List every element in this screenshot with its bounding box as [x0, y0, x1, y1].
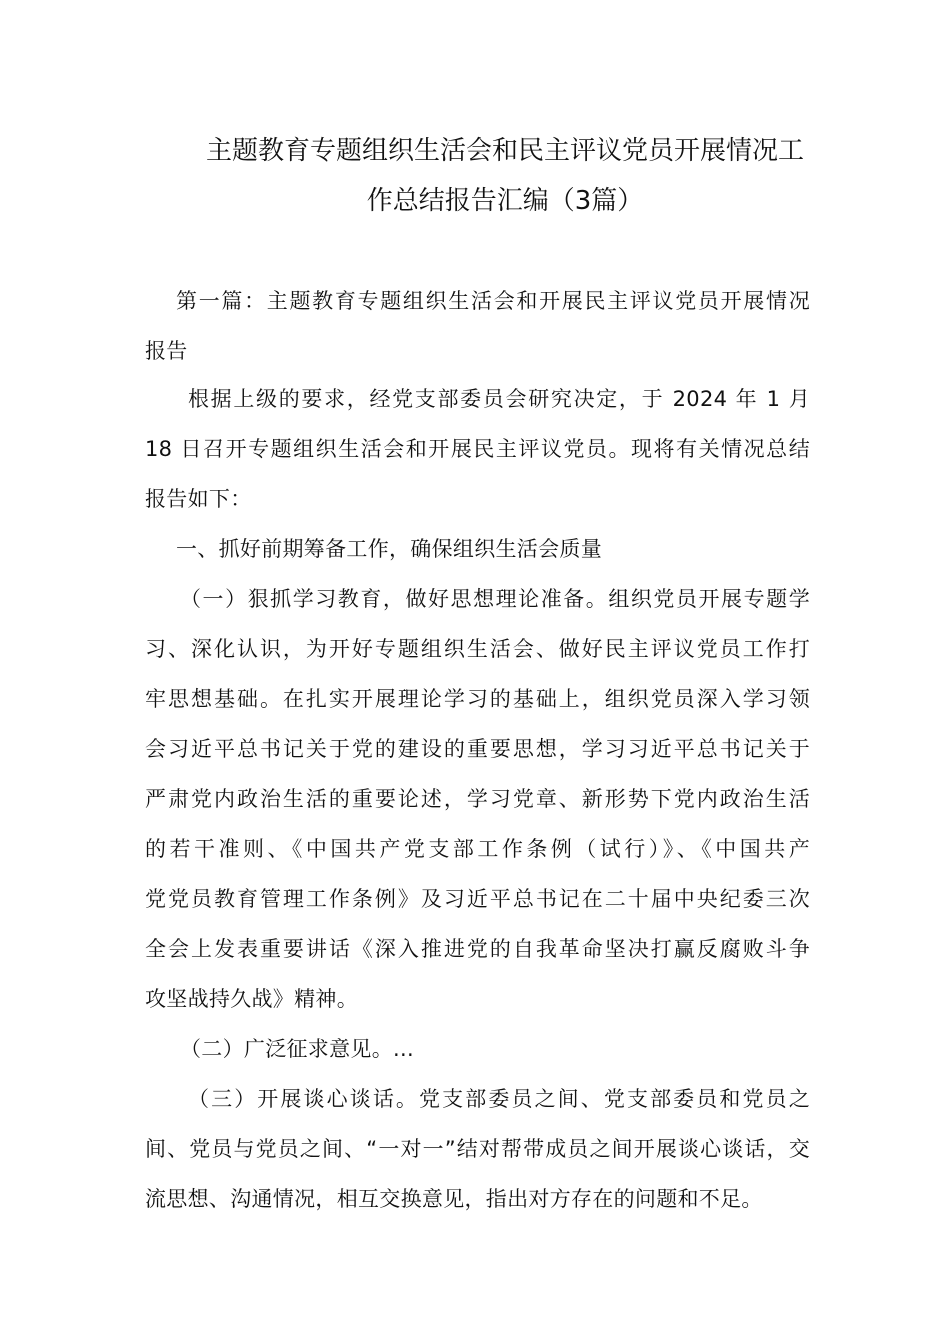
item-one-paragraph-line: 习、深化认识，为开好专题组织生活会、做好民主评议党员工作打 — [145, 637, 810, 661]
intro-paragraph-line: 根据上级的要求，经党支部委员会研究决定，于 2024 年 1 月 — [188, 387, 810, 411]
item-one-paragraph-line: 牢思想基础。在扎实开展理论学习的基础上，组织党员深入学习领 — [145, 687, 810, 711]
item-one-paragraph-line: 会习近平总书记关于党的建设的重要思想，学习习近平总书记关于 — [145, 737, 810, 761]
item-one-paragraph-line: 党党员教育管理工作条例》及习近平总书记在二十届中央纪委三次 — [145, 887, 810, 911]
item-one-paragraph-line: 攻坚战持久战》精神。 — [145, 987, 358, 1011]
item-three-paragraph-line: 流思想、沟通情况，相互交换意见，指出对方存在的问题和不足。 — [145, 1187, 763, 1211]
section-heading-line-1: 第一篇：主题教育专题组织生活会和开展民主评议党员开展情况 — [176, 289, 810, 313]
item-one-paragraph-line: 严肃党内政治生活的重要论述，学习党章、新形势下党内政治生活 — [145, 787, 810, 811]
document-title-line-2: 作总结报告汇编（3篇） — [366, 186, 644, 216]
item-one-paragraph-line: 全会上发表重要讲话《深入推进党的自我革命坚决打赢反腐败斗争 — [145, 937, 810, 961]
item-three-paragraph-line: 间、党员与党员之间、“一对一”结对帮带成员之间开展谈心谈话，交 — [145, 1137, 810, 1161]
section-heading-line-2: 报告 — [145, 339, 188, 363]
intro-paragraph-line: 报告如下： — [145, 487, 252, 511]
item-three-paragraph-line: （三）开展谈心谈话。党支部委员之间、党支部委员和党员之 — [188, 1087, 810, 1111]
item-one-paragraph-line: 的若干准则、《中国共产党支部工作条例（试行）》、《中国共产 — [145, 837, 810, 861]
item-two-paragraph-line: （二）广泛征求意见。... — [180, 1037, 414, 1061]
item-one-paragraph-line: （一）狠抓学习教育，做好思想理论准备。组织党员开展专题学 — [180, 587, 810, 611]
document-title-line-1: 主题教育专题组织生活会和民主评议党员开展情况工 — [205, 136, 804, 166]
part-one-heading: 一、抓好前期筹备工作，确保组织生活会质量 — [176, 537, 602, 561]
intro-paragraph-line: 18 日召开专题组织生活会和开展民主评议党员。现将有关情况总结 — [145, 437, 810, 461]
